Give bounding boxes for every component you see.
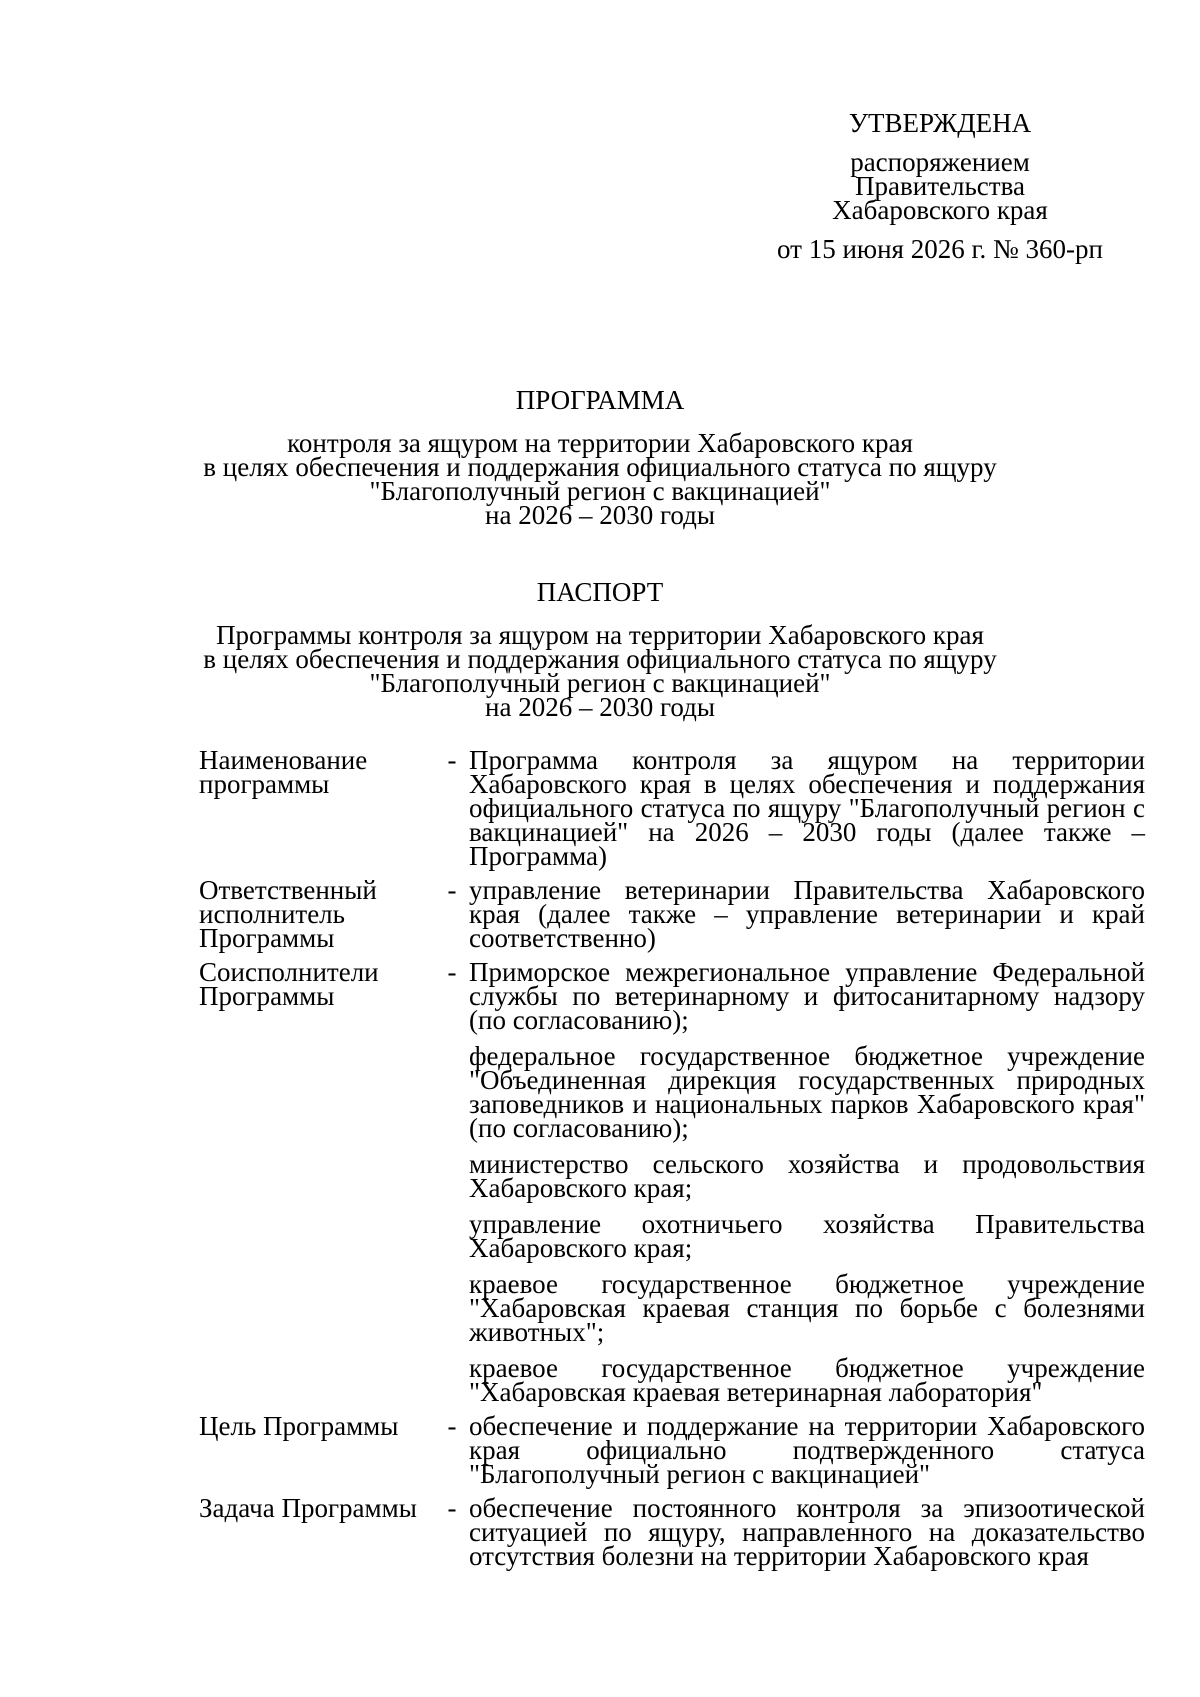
row-dash: - [447,1411,457,1441]
row-dash: - [447,875,457,905]
approval-line: Правительства [855,171,1025,201]
passport-subtitle-line: Программы контроля за ящуром на территории Хабаровского края [216,620,984,650]
approval-line: распоряжением [850,147,1030,177]
passport-row-name [199,745,1145,871]
passport-subtitle-line: на 2026 – 2030 годы [485,692,715,722]
row-value: федеральное государственное бюджетное учреждение "Объединенная дирекция государственных природных заповедников и национальных парков Хабаровского края" (по согласованию); [469,1041,1145,1143]
row-dash: - [447,1493,457,1523]
passport-row-task [199,1493,1145,1571]
row-label: Соисполнители Программы [199,957,379,1011]
passport-subtitle [170,620,1030,722]
row-value: Программа контроля за ящуром на территории Хабаровского края в целях обеспечения и поддержания официального статуса по ящуру "Благополучный регион с вакцинацией" на 2026 – 2030 годы (далее также – Программа) [469,745,1145,871]
passport-table [199,745,1145,1578]
row-values [469,1411,1145,1489]
program-subtitle-line: в целях обеспечения и поддержания официального статуса по ящуру [203,452,997,482]
row-label: Задача Программы [199,1493,417,1523]
passport-title: ПАСПОРТ [536,577,664,607]
program-subtitle-line: на 2026 – 2030 годы [485,500,715,530]
passport-heading [170,577,1030,722]
approval-line: Хабаровского края [832,195,1048,225]
row-label: Наименование программы [199,745,368,799]
program-subtitle [170,428,1030,530]
passport-row-coexecutors [199,957,1145,1407]
row-label: Ответственный исполнитель Программы [199,875,377,953]
approval-stamp: УТВЕРЖДЕНА [848,108,1032,138]
approval-date: от 15 июня 2026 г. № 360-рп [777,234,1103,264]
approval-block [760,108,1120,264]
passport-row-goal [199,1411,1145,1489]
row-value: обеспечение постоянного контроля за эпизоотической ситуацией по ящуру, направленного на доказательство отсутствия болезни на территории Хабаровского края [469,1493,1145,1571]
row-values [469,745,1145,871]
program-subtitle-line: "Благополучный регион с вакцинацией" [369,476,831,506]
row-value: управление ветеринарии Правительства Хабаровского края (далее также – управление ветеринарии и край соответственно) [469,875,1145,953]
row-dash: - [447,957,457,987]
row-value: Приморское межрегиональное управление Федеральной службы по ветеринарному и фитосанитарному надзору (по согласованию); [469,957,1145,1035]
passport-row-executor [199,875,1145,953]
row-values [469,1493,1145,1571]
row-value: краевое государственное бюджетное учреждение "Хабаровская краевая ветеринарная лаборатория" [469,1353,1145,1407]
row-value: министерство сельского хозяйства и продовольствия Хабаровского края; [469,1149,1145,1203]
row-dash: - [447,745,457,775]
row-label: Цель Программы [199,1411,399,1441]
program-title: ПРОГРАММА [515,385,685,415]
passport-subtitle-line: в целях обеспечения и поддержания официального статуса по ящуру [203,644,997,674]
row-values [469,875,1145,953]
row-value: краевое государственное бюджетное учреждение "Хабаровская краевая станция по борьбе с болезнями животных"; [469,1269,1145,1347]
row-values [469,957,1145,1407]
approval-lines [760,147,1120,225]
program-heading [170,385,1030,530]
row-value: управление охотничьего хозяйства Правительства Хабаровского края; [469,1209,1145,1263]
program-subtitle-line: контроля за ящуром на территории Хабаровского края [287,428,913,458]
passport-subtitle-line: "Благополучный регион с вакцинацией" [369,668,831,698]
row-value: обеспечение и поддержание на территории Хабаровского края официально подтвержденного статуса "Благополучный регион с вакцинацией" [469,1411,1145,1489]
